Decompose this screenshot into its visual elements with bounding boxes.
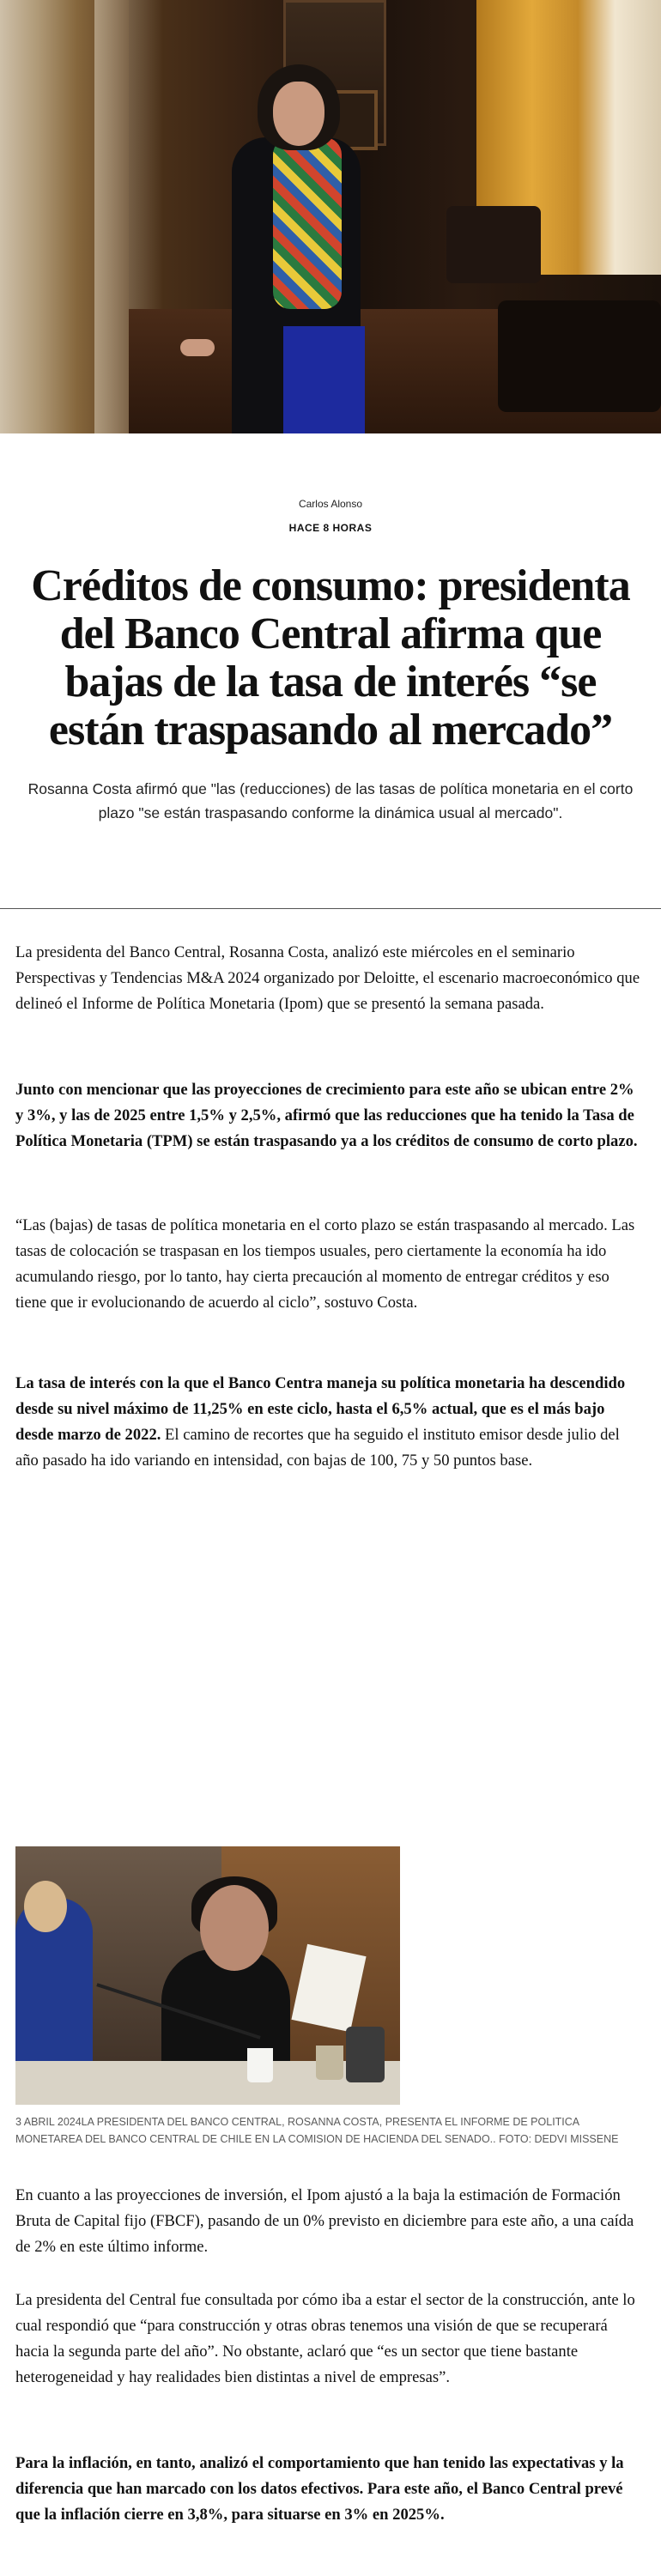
hero-photo (0, 0, 661, 433)
article-deck: Rosanna Costa afirmó que "las (reducciones) de las tasas de política monetaria en el corto plazo "se están traspasando conforme la dinámica usual al mercado". (27, 780, 634, 821)
paragraph-3: “Las (bajas) de tasas de política monetaria en el corto plazo se están traspasando al mercado. Las tasas de colocación se traspasan en los tiempos usuales, pero ciertamente la economía ha ido acumulando riesgo, por lo tanto, hay cierta precaución al momento de entregar créditos y eso tiene que ir evolucionando de acuerdo al ciclo”, sostuvo Costa. (15, 1216, 635, 1312)
paragraph-6: La presidenta del Central fue consultada por cómo iba a estar el sector de la construcción, ante lo cual respondió que “para construcción y otras obras tenemos una visión de que se recuperará hacia la segunda parte del año”. No obstante, aclaró que “es un sector que tiene bastante heterogeneidad y hay realidades bien distintas a nivel de empresas”. (15, 2291, 635, 2386)
paragraph-7: Para la inflación, en tanto, analizó el comportamiento que han tenido las expectativas y la diferencia que han marcado con los datos efectivos. Para este año, el Banco Central prevé que la inflación cierre en 3,8%, para situarse en 3% en 2025%. (15, 2454, 624, 2524)
paragraph-4-bold: La tasa de interés con la que el Banco Centra maneja su política monetaria ha descendido desde su nivel máximo de 11,25% en este ciclo, hasta el 6,5% actual, que es el más bajo desde marzo de 2022. (15, 1374, 626, 1444)
timestamp: HACE 8 HORAS (288, 522, 373, 534)
article-headline: Créditos de consumo: presidenta del Banco Central afirma que bajas de la tasa de interés “se están traspasando al mercado” (31, 561, 630, 755)
inline-photo (15, 1846, 400, 2105)
paragraph-4 (15, 1371, 644, 1474)
author-link[interactable]: Carlos Alonso (298, 498, 363, 510)
photo-caption: 3 ABRIL 2024LA PRESIDENTA DEL BANCO CENTRAL, ROSANNA COSTA, PRESENTA EL INFORME DE POLITICA MONETAREA DEL BANCO CENTRAL DE CHILE EN LA COMISION DE HACIENDA DEL SENADO.. FOTO: DEDVI MISSENE (15, 2116, 619, 2145)
paragraph-1: La presidenta del Banco Central, Rosanna Costa, analizó este miércoles en el seminario Perspectivas y Tendencias M&A 2024 organizado por Deloitte, el escenario macroeconómico que delineó el Informe de Política Monetaria (Ipom) que se presentó la semana pasada. (15, 943, 640, 1013)
divider (0, 908, 661, 909)
paragraph-4-rest: El camino de recortes que ha seguido el instituto emisor desde julio del año pasado ha ido variando en intensidad, con bajas de 100, 75 y 50 puntos base. (15, 1426, 620, 1470)
paragraph-2: Junto con mencionar que las proyecciones de crecimiento para este año se ubican entre 2% y 3%, y las de 2025 entre 1,5% y 2,5%, afirmó que las reducciones que ha tenido la Tasa de Política Monetaria (TPM) se están traspasando ya a los créditos de consumo de corto plazo. (15, 1081, 638, 1150)
paragraph-5: En cuanto a las proyecciones de inversión, el Ipom ajustó a la baja la estimación de Formación Bruta de Capital fijo (FBCF), pasando de un 0% previsto en diciembre para este año, a una caída de 2% en este último informe. (15, 2186, 634, 2256)
